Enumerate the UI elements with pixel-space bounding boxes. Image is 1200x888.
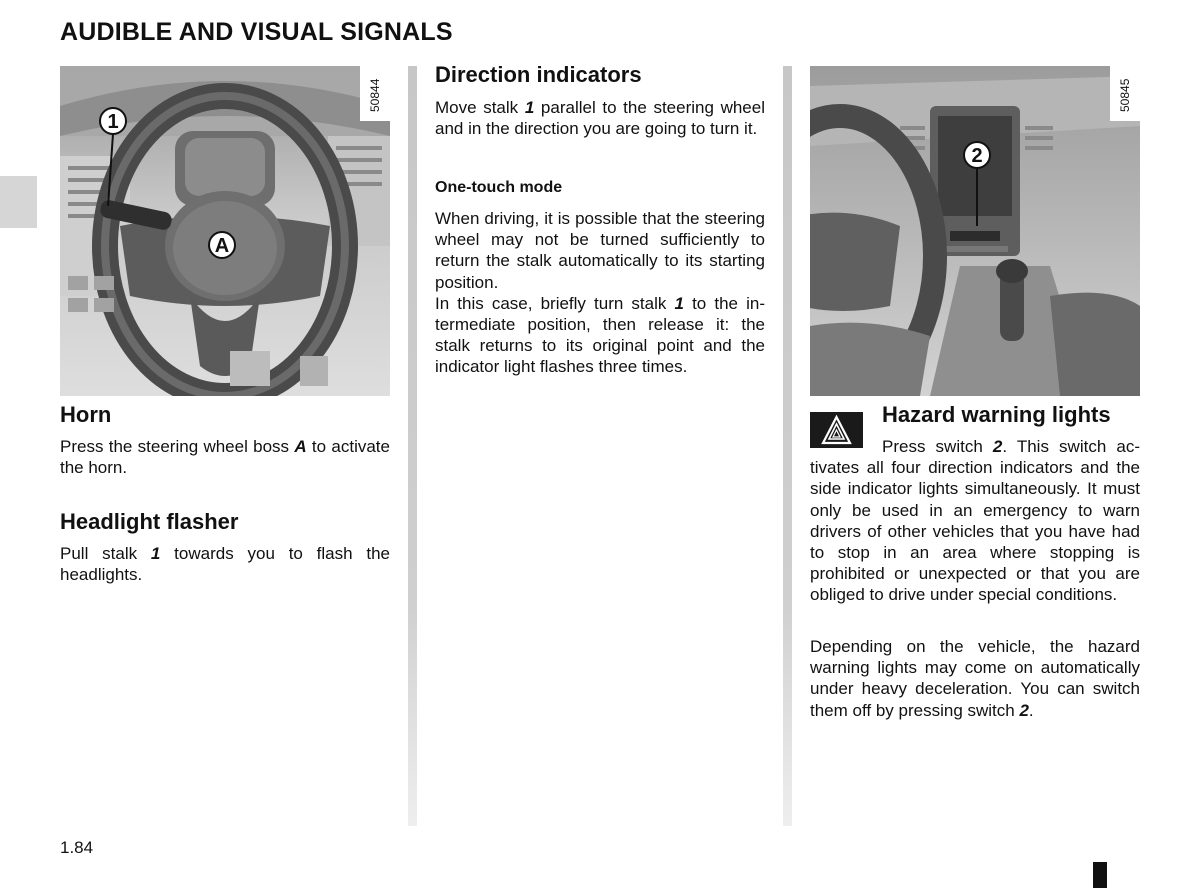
column-divider <box>783 66 792 826</box>
svg-text:A: A <box>214 235 230 257</box>
ref-label: 2 <box>992 437 1003 456</box>
ref-label: 1 <box>150 544 161 563</box>
ref-label: 2 <box>1019 700 1029 720</box>
headlight-flasher-text: Pull stalk 1 towards you to flash the headlights. <box>60 544 391 585</box>
svg-text:1: 1 <box>107 111 119 133</box>
callout-a <box>209 232 235 258</box>
headlight-flasher-heading: Headlight flasher <box>60 509 239 534</box>
direction-indicators-text: Move stalk 1 parallel to the steering wheel and in the direction you are going to turn it. <box>435 98 765 139</box>
callout-1 <box>100 108 126 134</box>
ref-label: 1 <box>674 293 684 313</box>
direction-indicators-heading: Direction indicators <box>435 62 642 87</box>
center-console-illustration <box>810 66 1140 396</box>
steering-wheel-illustration <box>60 66 390 396</box>
ref-label: A <box>294 437 307 456</box>
column-divider <box>408 66 417 826</box>
one-touch-mode-text: When driving, it is possible that the steering wheel may not be turned sufficiently to return the stalk automatically to its starting position. In this case, briefly turn stalk 1 to the intermediate position, then release it: the stalk returns to its original point and the indicator light flashes three times. <box>435 209 765 377</box>
one-touch-mode-subheading: One-touch mode <box>435 179 563 196</box>
horn-text: Press the steering wheel boss A to activate the horn. <box>60 437 390 478</box>
callout-2 <box>964 142 990 168</box>
hazard-automatic-text: Depending on the vehicle, the hazard warning lights may come on automatically under heavy deceleration. You can switch them off by pressing switch 2. <box>810 637 1140 720</box>
page-edge-mark <box>1093 862 1107 888</box>
hazard-warning-text: Press switch 2. This switch activates all four direction indicators and the side indicator lights simultaneously. It must only be used in an emergency to warn drivers of other vehicles that you have had to stop in an area where stopping is prohibited or unexpected or that you are obliged to drive under special conditions. <box>810 437 1140 605</box>
figure-ref-code: 50845 <box>1118 78 1132 112</box>
page-title: AUDIBLE AND VISUAL SIGNALS <box>60 18 453 46</box>
hazard-warning-heading: Hazard warning lights <box>882 402 1111 427</box>
ref-label: 1 <box>524 98 535 117</box>
horn-heading: Horn <box>60 402 112 427</box>
figure-ref-code: 50844 <box>368 78 382 112</box>
section-tab-marker <box>0 176 37 228</box>
svg-text:2: 2 <box>971 145 983 167</box>
page-number: 1.84 <box>60 838 94 857</box>
